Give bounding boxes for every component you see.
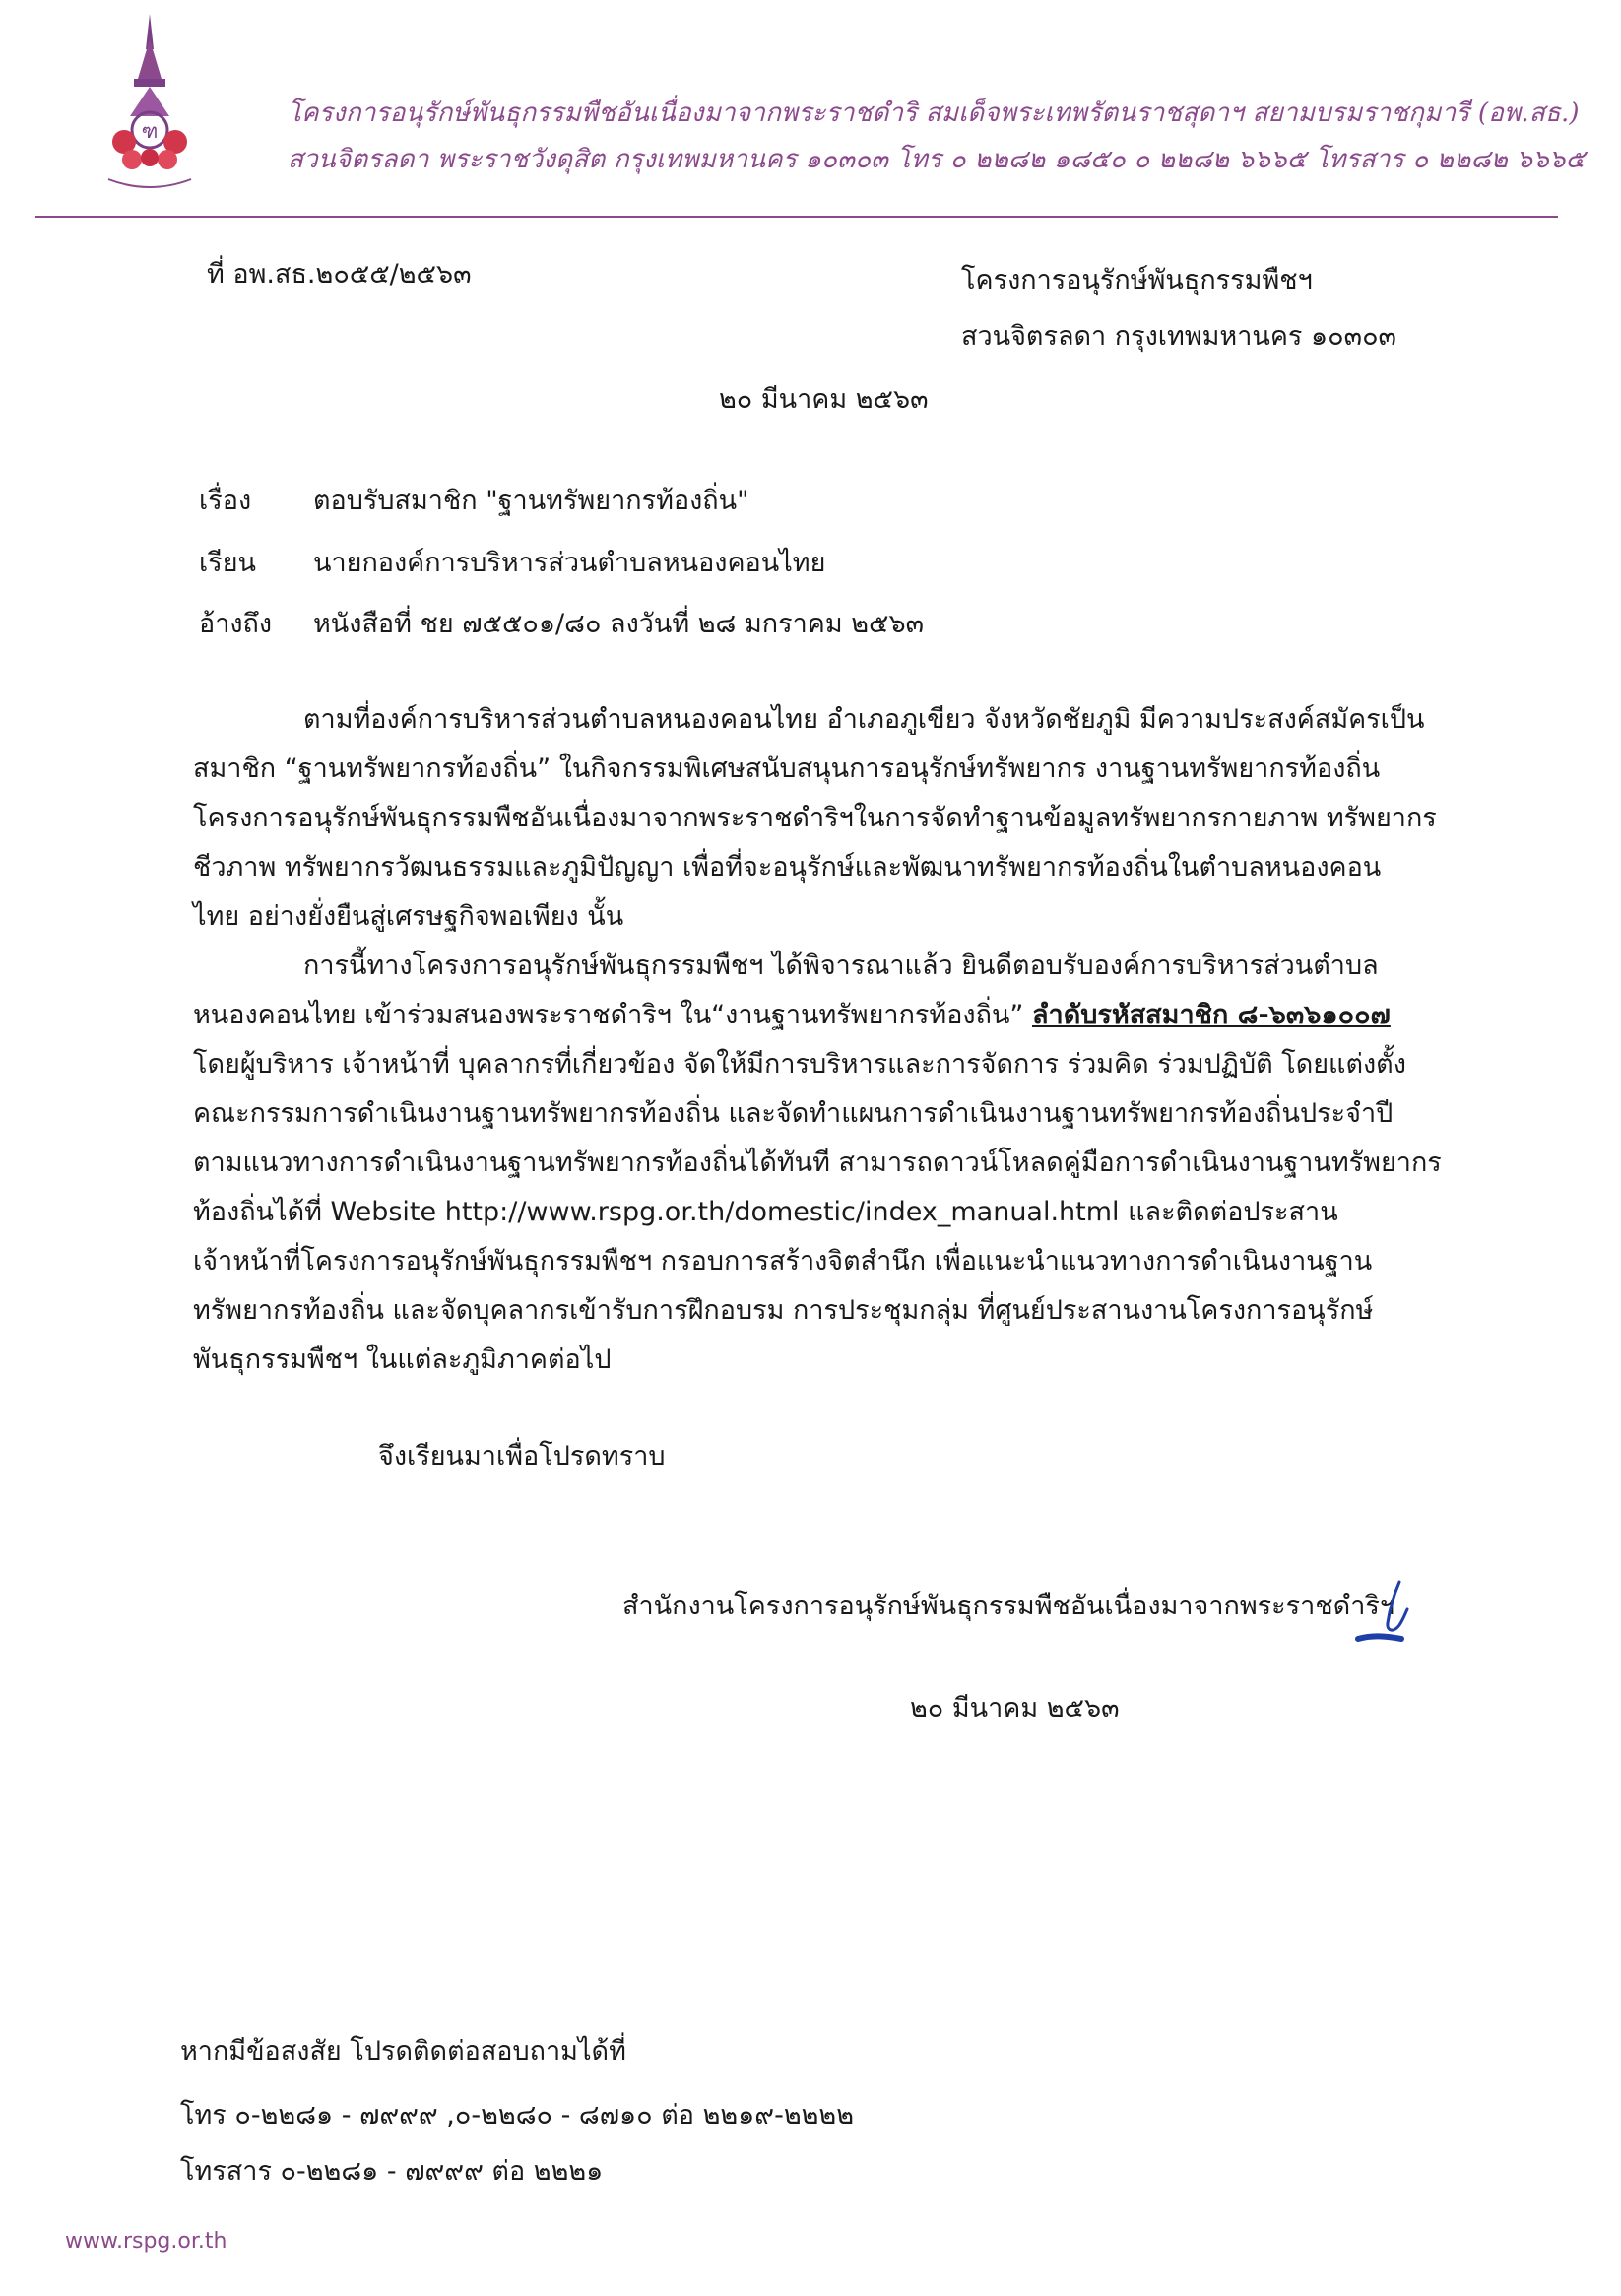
paragraph-text: หนองคอนไทย เข้าร่วมสนองพระราชดำริฯ ใน“งานฐานทรัพยากรท้องถิ่น” (193, 1000, 1024, 1030)
paragraph-line: พันธุกรรมพืชฯ ในแต่ละภูมิภาคต่อไป (193, 1345, 612, 1375)
svg-text:ฑ: ฑ (141, 119, 159, 143)
footer-website[interactable]: www.rspg.or.th (65, 2229, 227, 2254)
recipient-label: เรียน (199, 548, 257, 578)
member-code: ลำดับรหัสสมาชิก ๘-๖๓๖๑๐๐๗ (1032, 1000, 1391, 1030)
sender-org-name: โครงการอนุรักษ์พันธุกรรมพืชฯ (961, 265, 1313, 295)
paragraph-line: สมาชิก “ฐานทรัพยากรท้องถิ่น” ในกิจกรรมพิเศษสนับสนุนการอนุรักษ์ทรัพยากร งานฐานทรัพยากรท้องถิ่น (193, 754, 1381, 784)
body-paragraph-1 (193, 695, 1437, 942)
paragraph-line (193, 991, 1430, 1040)
contact-fax: โทรสาร ๐-๒๒๘๑ - ๗๙๙๙ ต่อ ๒๒๒๑ (180, 2156, 604, 2187)
signature-date: ๒๐ มีนาคม ๒๕๖๓ (910, 1693, 1120, 1724)
reference-text: หนังสือที่ ชย ๗๕๕๐๑/๘๐ ลงวันที่ ๒๘ มกราคม ๒๕๖๓ (313, 609, 925, 639)
paragraph-line: ทรัพยากรท้องถิ่น และจัดบุคลากรเข้ารับการฝึกอบรม การประชุมกลุ่ม ที่ศูนย์ประสานงานโครงการอนุรักษ์ (193, 1295, 1374, 1326)
paragraph-line: โครงการอนุรักษ์พันธุกรรมพืชอันเนื่องมาจากพระราชดำริฯในการจัดทำฐานข้อมูลทรัพยากรกายภาพ ทรัพยากร (193, 803, 1437, 833)
handwritten-signature (1354, 1574, 1433, 1653)
reference-label: อ้างถึง (199, 609, 273, 639)
signing-office: สำนักงานโครงการอนุรักษ์พันธุกรรมพืชอันเนื่องมาจากพระราชดำริฯ (622, 1591, 1395, 1621)
body-paragraph-2 (193, 942, 1442, 1385)
paragraph-line: เจ้าหน้าที่โครงการอนุรักษ์พันธุกรรมพืชฯ กรอบการสร้างจิตสำนึก เพื่อแนะนำแนวทางการดำเนินงานฐาน (193, 1246, 1373, 1277)
letterhead-line-1: โครงการอนุรักษ์พันธุกรรมพืชอันเนื่องมาจากพระราชดำริ สมเด็จพระเทพรัตนราชสุดาฯ สยามบรมราชกุมารี (อพ.สธ.) (288, 98, 1580, 128)
letterhead-rule (35, 216, 1558, 218)
contact-phone: โทร ๐-๒๒๘๑ - ๗๙๙๙ ,๐-๒๒๘๐ - ๘๗๑๐ ต่อ ๒๒๑๙-๒๒๒๒ (180, 2100, 855, 2131)
subject-label: เรื่อง (199, 486, 252, 516)
paragraph-line: ตามแนวทางการดำเนินงานฐานทรัพยากรท้องถิ่นได้ทันที สามารถดาวน์โหลดคู่มือการดำเนินงานฐานทรัพยากร (193, 1148, 1442, 1178)
paragraph-line: ตามที่องค์การบริหารส่วนตำบลหนองคอนไทย อำเภอภูเขียว จังหวัดชัยภูมิ มีความประสงค์สมัครเป็น (303, 704, 1425, 735)
rspg-emblem (102, 10, 197, 197)
paragraph-line: คณะกรรมการดำเนินงานฐานทรัพยากรท้องถิ่น และจัดทำแผนการดำเนินงานฐานทรัพยากรท้องถิ่นประจำปี (193, 1098, 1394, 1129)
paragraph-line: ชีวภาพ ทรัพยากรวัฒนธรรมและภูมิปัญญา เพื่อที่จะอนุรักษ์และพัฒนาทรัพยากรท้องถิ่นในตำบลหนองคอน (193, 852, 1382, 883)
sender-org-address: สวนจิตรลดา กรุงเทพมหานคร ๑๐๓๐๓ (961, 321, 1397, 352)
reference-number: ที่ อพ.สธ.๒๐๕๕/๒๕๖๓ (207, 259, 472, 290)
paragraph-line: โดยผู้บริหาร เจ้าหน้าที่ บุคลากรที่เกี่ยวข้อง จัดให้มีการบริหารและการจัดการ ร่วมคิด ร่วมปฏิบัติ โดยแต่งตั้ง (193, 1049, 1406, 1080)
letterhead-line-2: สวนจิตรลดา พระราชวังดุสิต กรุงเทพมหานคร ๑๐๓๐๓ โทร ๐ ๒๒๘๒ ๑๘๕๐ ๐ ๒๒๘๒ ๖๖๖๕ โทรสาร ๐ ๒๒๘๒ ๖๖๖๕ (288, 145, 1586, 174)
paragraph-line: ไทย อย่างยั่งยืนสู่เศรษฐกิจพอเพียง นั้น (193, 901, 624, 932)
paragraph-line: ท้องถิ่นได้ที่ Website http://www.rspg.or.th/domestic/index_manual.html และติดต่อประสาน (193, 1197, 1338, 1227)
paragraph-line: การนี้ทางโครงการอนุรักษ์พันธุกรรมพืชฯ ได้พิจารณาแล้ว ยินดีตอบรับองค์การบริหารส่วนตำบล (303, 951, 1379, 981)
recipient-text: นายกองค์การบริหารส่วนตำบลหนองคอนไทย (313, 548, 826, 578)
subject-text: ตอบรับสมาชิก "ฐานทรัพยากรท้องถิ่น" (313, 486, 749, 516)
letter-date: ๒๐ มีนาคม ๒๕๖๓ (719, 384, 929, 415)
closing-line: จึงเรียนมาเพื่อโปรดทราบ (378, 1441, 666, 1472)
contact-intro: หากมีข้อสงสัย โปรดติดต่อสอบถามได้ที่ (180, 2036, 626, 2066)
